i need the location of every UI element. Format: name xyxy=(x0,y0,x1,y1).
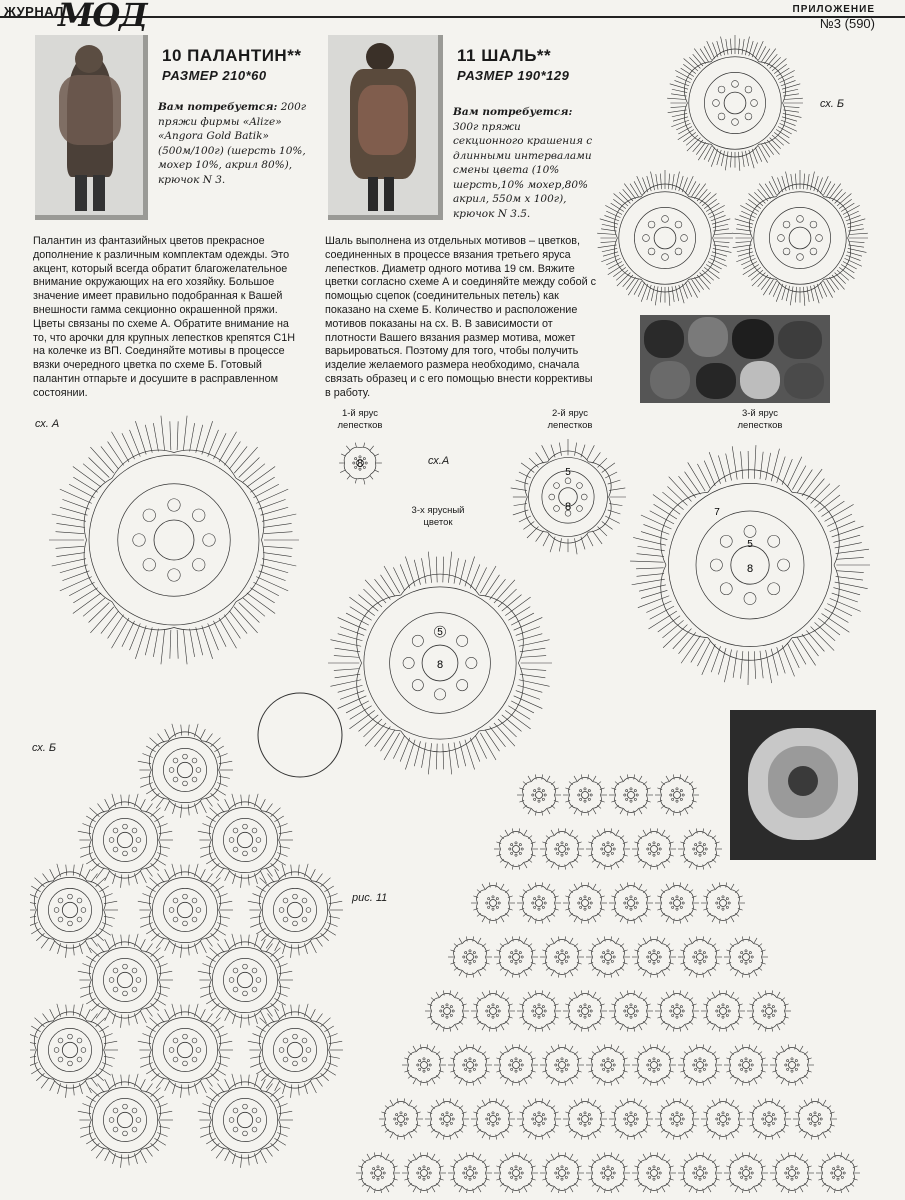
figure-11-motif xyxy=(563,990,607,1031)
figure-11-motif xyxy=(678,1152,722,1193)
item11-req-label: Вам потребуется: xyxy=(453,106,573,118)
tier1-label: 1-й ярус лепестков xyxy=(337,408,383,431)
scheme-b-flower xyxy=(78,1074,173,1168)
figure-11-motif xyxy=(747,1098,791,1139)
item10-title: 10 ПАЛАНТИН** xyxy=(162,46,302,65)
tier3-petal-number: 7 xyxy=(714,507,720,518)
figure-11-motif xyxy=(540,936,584,977)
figure-11-motif xyxy=(356,1152,400,1193)
figure-11-motif xyxy=(425,990,469,1031)
figure-11-motif xyxy=(517,882,561,923)
scheme-a-left-label: сх. А xyxy=(35,418,60,430)
figure-11-motif xyxy=(609,882,653,923)
figure-11-motif xyxy=(655,774,699,815)
supplement-label: ПРИЛОЖЕНИЕ xyxy=(792,4,875,15)
scheme-b-top-flower xyxy=(597,170,733,306)
figure-11-motif xyxy=(494,936,538,977)
scheme-b-left-label: сх. Б xyxy=(32,742,57,754)
figure-11-motif xyxy=(678,936,722,977)
figure-11-motif xyxy=(770,1044,814,1085)
item11-body: Шаль выполнена из отдельных мотивов – цветков, соединенных в процессе вязания третьего яруса лепестков. Диаметр одного мотива 19 см. Вяжите цветки согласно схеме А и соединяйте между собой с помощью сцепок (соединительных петель) как показано на схеме Б. Количество и расположение мотивов показаны на сх. В. В зависимости от плотности Вашего вязания размер мотива, может варьироваться. Поэтому для того, чтобы получить изделие желаемого размера необходимо, сначала связать образец и с его помощью внести коррективы в работу. xyxy=(325,235,597,399)
figure-11-motif xyxy=(471,882,515,923)
figure-11-motif xyxy=(540,828,584,869)
figure-11-motif xyxy=(655,1098,699,1139)
figure-11-motif xyxy=(586,1044,630,1085)
figure-11-layout-diagram xyxy=(318,765,903,1193)
tier1-center-number: 8 xyxy=(356,458,364,470)
figure-11-motif xyxy=(724,936,768,977)
figure-11-motif xyxy=(586,1152,630,1193)
figure-11-motif xyxy=(701,990,745,1031)
magazine-name-prefix: ЖУРНАЛ xyxy=(4,4,64,19)
scheme-b-top-flower xyxy=(732,170,868,306)
figure-11-motif xyxy=(678,828,722,869)
scheme-b-flower xyxy=(78,794,173,888)
scheme-a-flower xyxy=(49,416,299,665)
figure-11-motif xyxy=(609,1098,653,1139)
figure-11-motif xyxy=(724,1152,768,1193)
flower-ring-number: 5 xyxy=(437,627,443,638)
item10-req-label: Вам потребуется: xyxy=(158,101,278,113)
figure-11-motif xyxy=(517,1098,561,1139)
figure-11-motif xyxy=(517,774,561,815)
figure-11-motif xyxy=(632,1044,676,1085)
figure-11-motif xyxy=(586,936,630,977)
figure-11-motif xyxy=(448,1044,492,1085)
tier3-ring-number: 5 xyxy=(747,539,753,550)
item10-photo xyxy=(35,35,148,220)
tier2-label: 2-й ярус лепестков xyxy=(547,408,593,431)
figure-11-motif xyxy=(402,1044,446,1085)
figure-11-motif xyxy=(448,1152,492,1193)
scheme-b-flower xyxy=(198,1074,293,1168)
figure-11-motif xyxy=(563,1098,607,1139)
figure-11-motif xyxy=(425,1098,469,1139)
knitted-flowers-photo xyxy=(640,315,830,403)
item10-body-p1: Палантин из фантазийных цветов прекрасное дополнение к различным комплектам одежды. Это акцент, который всегда обратит благожелательное внимание окружающих на его хозяйку. Большое значение имеет правильно подобранная к Вашей внешности гамма секционно окрашенной пряжи. xyxy=(33,235,290,316)
figure-11-motif xyxy=(701,882,745,923)
figure-11-motif xyxy=(586,828,630,869)
figure-11-motif xyxy=(563,882,607,923)
three-tier-flower-label: 3-х ярусный цветок xyxy=(411,505,465,528)
tier3-label: 3-й ярус лепестков xyxy=(737,408,783,431)
scheme-b-flower xyxy=(30,1004,118,1098)
flower-center-number: 8 xyxy=(436,659,444,671)
issue-number: №3 (590) xyxy=(819,16,875,31)
figure-11-motif xyxy=(471,1098,515,1139)
item11-requirements xyxy=(453,105,593,221)
figure-11-motif xyxy=(540,1044,584,1085)
scheme-b-top-label: сх. Б xyxy=(820,98,845,110)
item10-body xyxy=(33,235,305,401)
figure-11-motif xyxy=(471,990,515,1031)
figure-11-motif xyxy=(563,774,607,815)
scheme-b-top-diagram xyxy=(590,28,900,328)
item11-photo xyxy=(328,35,443,220)
tier2-center-number: 8 xyxy=(564,501,572,513)
item10-size: РАЗМЕР 210*60 xyxy=(162,68,267,83)
figure-11-motif xyxy=(655,882,699,923)
scheme-b-flower xyxy=(30,864,118,958)
figure-11-motif xyxy=(793,1098,837,1139)
figure-11-label: рис. 11 xyxy=(352,892,388,904)
item10-body-p2: Цветы связаны по схеме А. Обратите внимание на то, что арочки для крупных лепестков крепятся С1Н на колечке из ВП. Соединяйте мотивы в процессе вязки очередного цветка по схеме Б. Готовый палантин отпарьте и досушите в расправленном состоянии. xyxy=(33,317,296,399)
figure-11-motif xyxy=(701,1098,745,1139)
figure-11-motif xyxy=(678,1044,722,1085)
figure-11-motif xyxy=(494,1152,538,1193)
figure-11-motif xyxy=(609,774,653,815)
figure-11-motif xyxy=(517,990,561,1031)
figure-11-motif xyxy=(632,828,676,869)
item10-requirements xyxy=(158,100,313,187)
figure-11-motif xyxy=(632,936,676,977)
item11-size: РАЗМЕР 190*129 xyxy=(457,68,570,83)
scheme-b-diagram xyxy=(30,680,350,1180)
figure-11-motif xyxy=(609,990,653,1031)
figure-11-motif xyxy=(402,1152,446,1193)
scheme-a-diagram xyxy=(28,405,320,675)
tier3-center-number: 8 xyxy=(746,563,754,575)
figure-11-motif xyxy=(770,1152,814,1193)
figure-11-motif xyxy=(494,1044,538,1085)
item11-req-text: 300г пряжи секционного крашения с длинными интервалами смены цвета (10% шерсть,10% мохер,80% акрил, 550м х 100г), крючок N 3.5. xyxy=(453,120,593,220)
tier2-ring-number: 5 xyxy=(565,467,571,478)
figure-11-motif xyxy=(494,828,538,869)
item10-req-text: 200г пряжи фирмы «Alize» «Angora Gold Batik» (500м/100г) (шерсть 10%, мохер 10%, акрил 80%), крючок N 3. xyxy=(158,101,307,186)
scheme-a-mid-label: сх.А xyxy=(428,455,450,467)
item11-title: 11 ШАЛЬ** xyxy=(457,46,552,65)
figure-11-motif xyxy=(655,990,699,1031)
magazine-logo: МОД xyxy=(58,0,147,34)
figure-11-motif xyxy=(632,1152,676,1193)
figure-11-motif xyxy=(540,1152,584,1193)
scheme-b-flower xyxy=(78,934,173,1028)
tier2-flower xyxy=(511,439,626,554)
figure-11-motif xyxy=(448,936,492,977)
figure-11-motif xyxy=(379,1098,423,1139)
figure-11-motif xyxy=(747,990,791,1031)
scheme-b-top-flower xyxy=(667,35,803,171)
figure-11-motif xyxy=(816,1152,860,1193)
figure-11-motif xyxy=(724,1044,768,1085)
